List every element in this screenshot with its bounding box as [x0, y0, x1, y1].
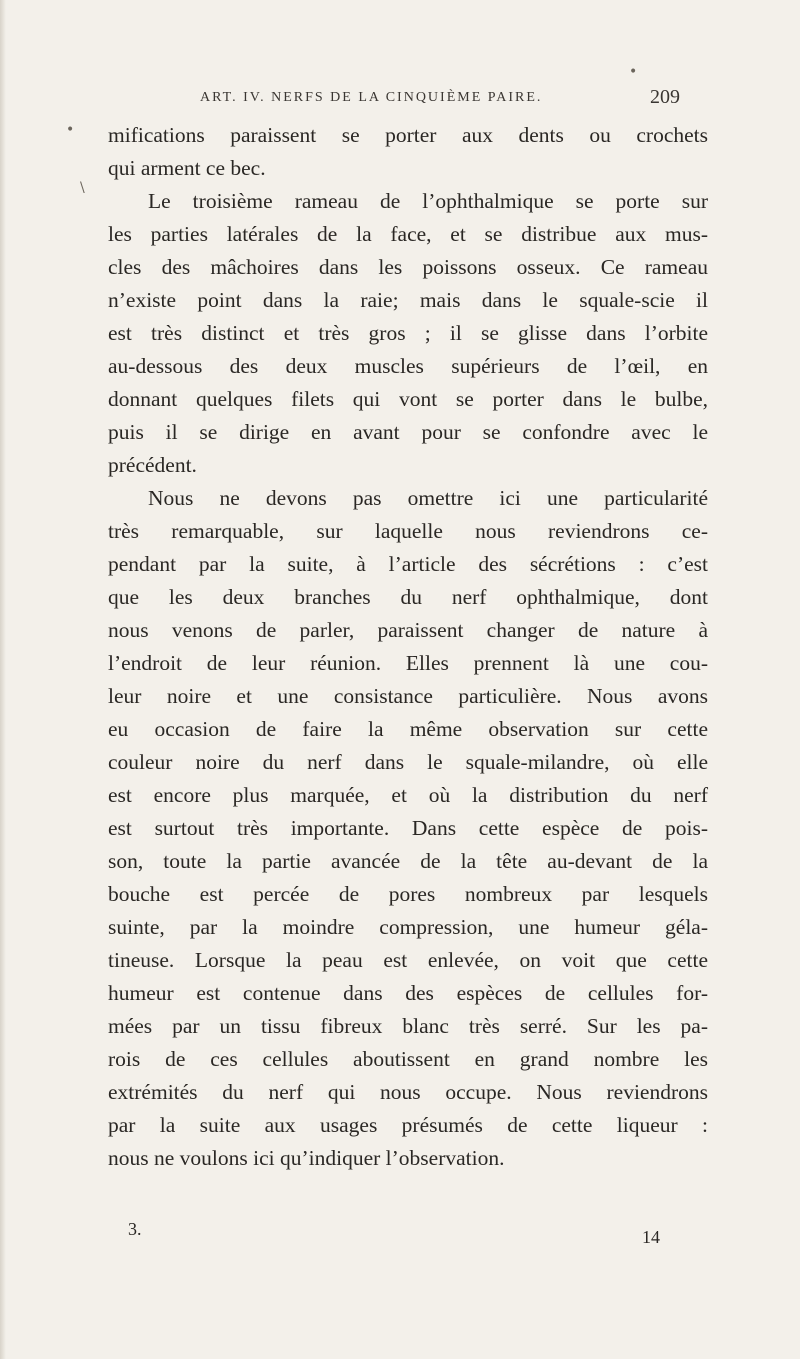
signature-mark: 3.	[128, 1219, 142, 1239]
running-title: ART. IV. NERFS DE LA CINQUIÈME PAIRE.	[200, 90, 543, 105]
text-line: précédent.	[108, 453, 197, 477]
text-line: eu occasion de faire la même observation sur cette	[108, 717, 708, 741]
text-line: mifications paraissent se porter aux dents ou crochets	[108, 123, 708, 147]
text-line: leur noire et une consistance particulière. Nous avons	[108, 684, 708, 708]
text-line: son, toute la partie avancée de la tête au-devant de la	[108, 849, 708, 873]
body-text	[108, 119, 708, 1175]
text-line: qui arment ce bec.	[108, 156, 266, 180]
text-line: nous venons de parler, paraissent changer de nature à	[108, 618, 708, 642]
text-line: nous ne voulons ici qu’indiquer l’observation.	[108, 1146, 505, 1170]
page-number: 209	[650, 86, 680, 108]
text-line: est encore plus marquée, et où la distribution du nerf	[108, 783, 708, 807]
text-line: humeur est contenue dans des espèces de cellules for-	[108, 981, 708, 1005]
text-line: couleur noire du nerf dans le squale-milandre, où elle	[108, 750, 708, 774]
text-line: Nous ne devons pas omettre ici une particularité	[148, 486, 708, 510]
text-line: est très distinct et très gros ; il se glisse dans l’orbite	[108, 321, 708, 345]
text-line: tineuse. Lorsque la peau est enlevée, on voit que cette	[108, 948, 708, 972]
ink-dot: •	[629, 64, 638, 80]
text-line: que les deux branches du nerf ophthalmique, dont	[108, 585, 708, 609]
margin-mark: \	[80, 180, 85, 196]
page-edge	[0, 0, 6, 1359]
text-line: suinte, par la moindre compression, une humeur géla-	[108, 915, 708, 939]
text-line: extrémités du nerf qui nous occupe. Nous reviendrons	[108, 1080, 708, 1104]
text-line: mées par un tissu fibreux blanc très serré. Sur les pa-	[108, 1014, 708, 1038]
text-line: donnant quelques filets qui vont se porter dans le bulbe,	[108, 387, 708, 411]
text-line: par la suite aux usages présumés de cette liqueur :	[108, 1113, 708, 1137]
text-line: l’endroit de leur réunion. Elles prennent là une cou-	[108, 651, 708, 675]
text-line: au-dessous des deux muscles supérieurs de l’œil, en	[108, 354, 708, 378]
text-line: très remarquable, sur laquelle nous reviendrons ce-	[108, 519, 708, 543]
text-line: est surtout très importante. Dans cette espèce de pois-	[108, 816, 708, 840]
text-line: puis il se dirige en avant pour se confondre avec le	[108, 420, 708, 444]
text-line: bouche est percée de pores nombreux par lesquels	[108, 882, 708, 906]
text-line: rois de ces cellules aboutissent en grand nombre les	[108, 1047, 708, 1071]
text-line: pendant par la suite, à l’article des sécrétions : c’est	[108, 552, 708, 576]
text-line: les parties latérales de la face, et se distribue aux mus-	[108, 222, 708, 246]
text-line: Le troisième rameau de l’ophthalmique se porte sur	[148, 189, 708, 213]
text-line: cles des mâchoires dans les poissons osseux. Ce rameau	[108, 255, 708, 279]
margin-mark: •	[66, 122, 75, 138]
sheet-number: 14	[642, 1227, 660, 1247]
text-line: n’existe point dans la raie; mais dans le squale-scie il	[108, 288, 708, 312]
